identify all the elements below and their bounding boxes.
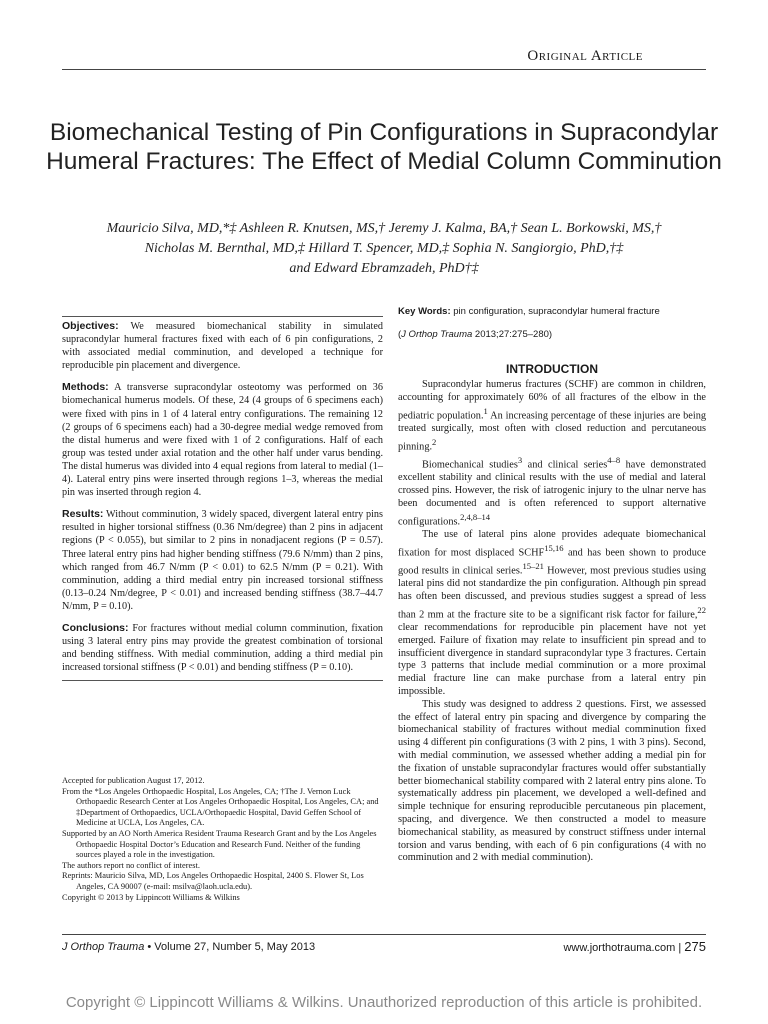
citation: (J Orthop Trauma 2013;27:275–280): [398, 328, 553, 340]
footer-separator: |: [678, 942, 682, 954]
keywords-text: pin configuration, supracondylar humeral fracture: [453, 306, 660, 317]
abstract-text: We measured biomechanical stability in simulated supracondylar humeral fractures fixed with each of 6 pin configurations, 2 with associated medial comminution, and developed a technique for reproducible pin placement and divergence.: [62, 321, 383, 372]
intro-text: and has been shown to produce good results in clinical series.: [398, 547, 706, 577]
right-column: [398, 306, 706, 865]
footer-issue: • Volume 27, Number 5, May 2013: [144, 941, 316, 953]
citation-ref: 15–21: [522, 561, 544, 572]
citation-ref: 4–8: [607, 455, 621, 466]
abstract-results: [62, 508, 383, 613]
abstract-label: Objectives:: [62, 320, 119, 332]
page-footer: [563, 939, 706, 954]
citation-ref: 2: [432, 437, 437, 447]
footnote-affiliations: From the *Los Angeles Orthopaedic Hospital, Los Angeles, CA; †The J. Vernon Luck Orthopaedic Research Center at Los Angeles Orthopaedic Hospital, Los Angeles, CA; and ‡Department of Orthopaedics, UCLA/Orthopaedic Hospital, David Geffen School of Medicine at UCLA, Los Angeles, CA.: [62, 786, 379, 828]
intro-paragraph-2: [398, 454, 706, 529]
intro-paragraph-1: [398, 379, 706, 454]
footer-journal: J Orthop Trauma: [62, 941, 145, 953]
journal-footer: [62, 941, 315, 953]
intro-text: However, most previous studies using lateral pins did not standardize the pin configuration. Although pin spread has often been discussed, and previous studies suggest a spread of less than 2 mm at the fracture site to be a significant risk factor for failure,: [398, 565, 706, 621]
abstract-label: Results:: [62, 508, 104, 521]
section-heading: INTRODUCTION: [506, 361, 598, 376]
abstract-text: Without comminution, 3 widely spaced, divergent lateral entry pins resulted in higher torsional stiffness (0.36 Nm/degree) than 2 pins in adjacent regions (P < 0.055), but similar to 2 pins in nonadjacent regions (P = 0.57). Three lateral entry pins had higher bending stiffness (79.6 N/mm) than 2 pins, which ranged from 46.7 N/mm (P < 0.01) to 62.5 N/mm (P = 0.21). With comminution, adding a third medial entry pin increased torsional stiffness (0.13–0.24 Nm/degree, P < 0.01) and increased bending stiffness (38.7–44.7 N/mm, P = 0.10).: [62, 509, 383, 612]
abstract-conclusions: [62, 622, 383, 674]
author-line: and Edward Ebramzadeh, PhD†‡: [289, 261, 479, 276]
keywords-label: Key Words:: [398, 306, 451, 317]
intro-text: Biomechanical studies: [422, 459, 518, 471]
page-number: 275: [684, 939, 706, 954]
citation-ref: 22: [697, 604, 706, 615]
footer-rule: [62, 934, 706, 935]
keywords: [398, 306, 706, 319]
abstract-label: Methods:: [62, 381, 109, 394]
intro-text: An increasing percentage of these injuries are being treated surgically, most often with closed reduction and percutaneous pinning.: [398, 410, 707, 453]
intro-text: The use of lateral pins alone provides adequate biomechanical fixation for most displaced SCHF: [398, 529, 706, 559]
citation-ref: 2,4,8–14: [460, 511, 491, 522]
abstract-box: [62, 316, 383, 681]
abstract-methods: [62, 381, 383, 499]
citation-ref: 1: [483, 405, 488, 416]
abstract-text: For fractures without medial column comminution, fixation using 3 lateral entry pins may provide the greatest combination of torsional and bending stiffness. With medial comminution, adding a third medial pin increased torsional stiffness (P < 0.01) and bending stiffness (P = 0.10).: [62, 622, 384, 674]
section-label: Original Article: [527, 48, 643, 64]
intro-text: Supracondylar humerus fractures (SCHF) are common in children, accounting for approximately 60% of all fractures of the elbow in the pediatric population.: [398, 379, 706, 422]
intro-paragraph-4: This study was designed to address 2 questions. First, we assessed the effect of lateral entry pin spacing and divergence by comparing the biomechanical stability of fractures without medial comminution fixed using 4 different pin configurations (3 with 2 pins, 1 with 3 pins). Second, with medial comminution, we assessed whether adding a medial pin for the fixation of unstable supracondylar fractures would offer substantially better biomechanical stability compared with 2 lateral entry pins alone. To systematically address pin placement, we developed a well-defined and simple technique for ensuring reproducible percutaneous pin placement, spacing, and divergence. We then constructed a model to measure biomechanical stability, as measured by construct stiffness under internal torsion and varus bending, with each of 6 pin configurations (4 with no comminution and 2 with medial comminution).: [398, 698, 706, 864]
footnote-reprints: Reprints: Mauricio Silva, MD, Los Angeles Orthopaedic Hospital, 2400 S. Flower St, Los Angeles, CA 90007 (e-mail: msilva@laoh.ucla.edu).: [62, 871, 364, 891]
article-title: Biomechanical Testing of Pin Configurations in Supracondylar Humeral Fractures: The Effect of Medial Column Comminution: [46, 119, 722, 175]
author-line: Mauricio Silva, MD,*‡ Ashleen R. Knutsen, MS,† Jeremy J. Kalma, BA,† Sean L. Borkowski, MS,†: [106, 221, 662, 236]
intro-text: and clinical series: [522, 459, 608, 471]
abstract-objectives: [62, 320, 383, 372]
intro-text: have demonstrated excellent stability and clinical results with the use of medial and lateral crossed pins. However, the risk of iatrogenic injury to the ulnar nerve has been documented and is often referenced to support alternative configurations.: [398, 459, 707, 528]
footnote-conflict: The authors report no conflict of interest.: [62, 860, 200, 870]
abstract-text: A transverse supracondylar osteotomy was performed on 36 biomechanical humerus models. Of these, 24 (4 groups of 6 specimens each) were fixed with pins in 1 of 4 lateral entry configurations. The remaining 12 (2 groups of 6 specimens each) had a 30-degree medial wedge removed from the distal humerus and were fixed with 1 of 2 configurations. Half of each group was tested under axial rotation and the other half under varus bending. The distal humerus was divided into 4 equal regions from lateral to medial (1–4). Lateral entry pins were inserted through regions 1–3, whereas the medial pin was inserted through region 4.: [62, 382, 383, 499]
author-list: [50, 219, 718, 279]
author-line: Nicholas M. Bernthal, MD,‡ Hillard T. Spencer, MD,‡ Sophia N. Sangiorgio, PhD,†‡: [144, 241, 624, 256]
abstract-label: Conclusions:: [62, 621, 129, 634]
citation-journal: J Orthop Trauma: [401, 328, 473, 340]
intro-text: clear recommendations for reproducible pin placement have not yet emerged. Failure of fixation may relate to insufficient pin spread and to insufficient divergence in standard supracondylar type 3 fractures. Certain type 3 patterns that include medial comminution or a more proximal medial fracture line can make purchase from a lateral entry pin impossible.: [398, 622, 706, 698]
header-rule: [62, 69, 706, 70]
intro-paragraph-3: [398, 529, 706, 699]
copyright-notice: Copyright © Lippincott Williams & Wilkins. Unauthorized reproduction of this article is prohibited.: [65, 994, 703, 1011]
footer-url: www.jorthotrauma.com: [563, 942, 676, 954]
footnotes: [62, 776, 384, 903]
footnote-copyright: Copyright © 2013 by Lippincott Williams & Wilkins: [62, 892, 240, 902]
citation-details: 2013;27:275–280): [472, 328, 553, 340]
footnote-support: Supported by an AO North America Resident Trauma Research Grant and by the Los Angeles Orthopaedic Hospital Doctor’s Education and Research Fund. Neither of the funding sources played a role in the investigation.: [62, 828, 377, 860]
citation-ref: 3: [517, 455, 523, 466]
footnote-accepted: Accepted for publication August 17, 2012.: [62, 776, 205, 785]
citation-ref: 15,16: [544, 542, 564, 553]
